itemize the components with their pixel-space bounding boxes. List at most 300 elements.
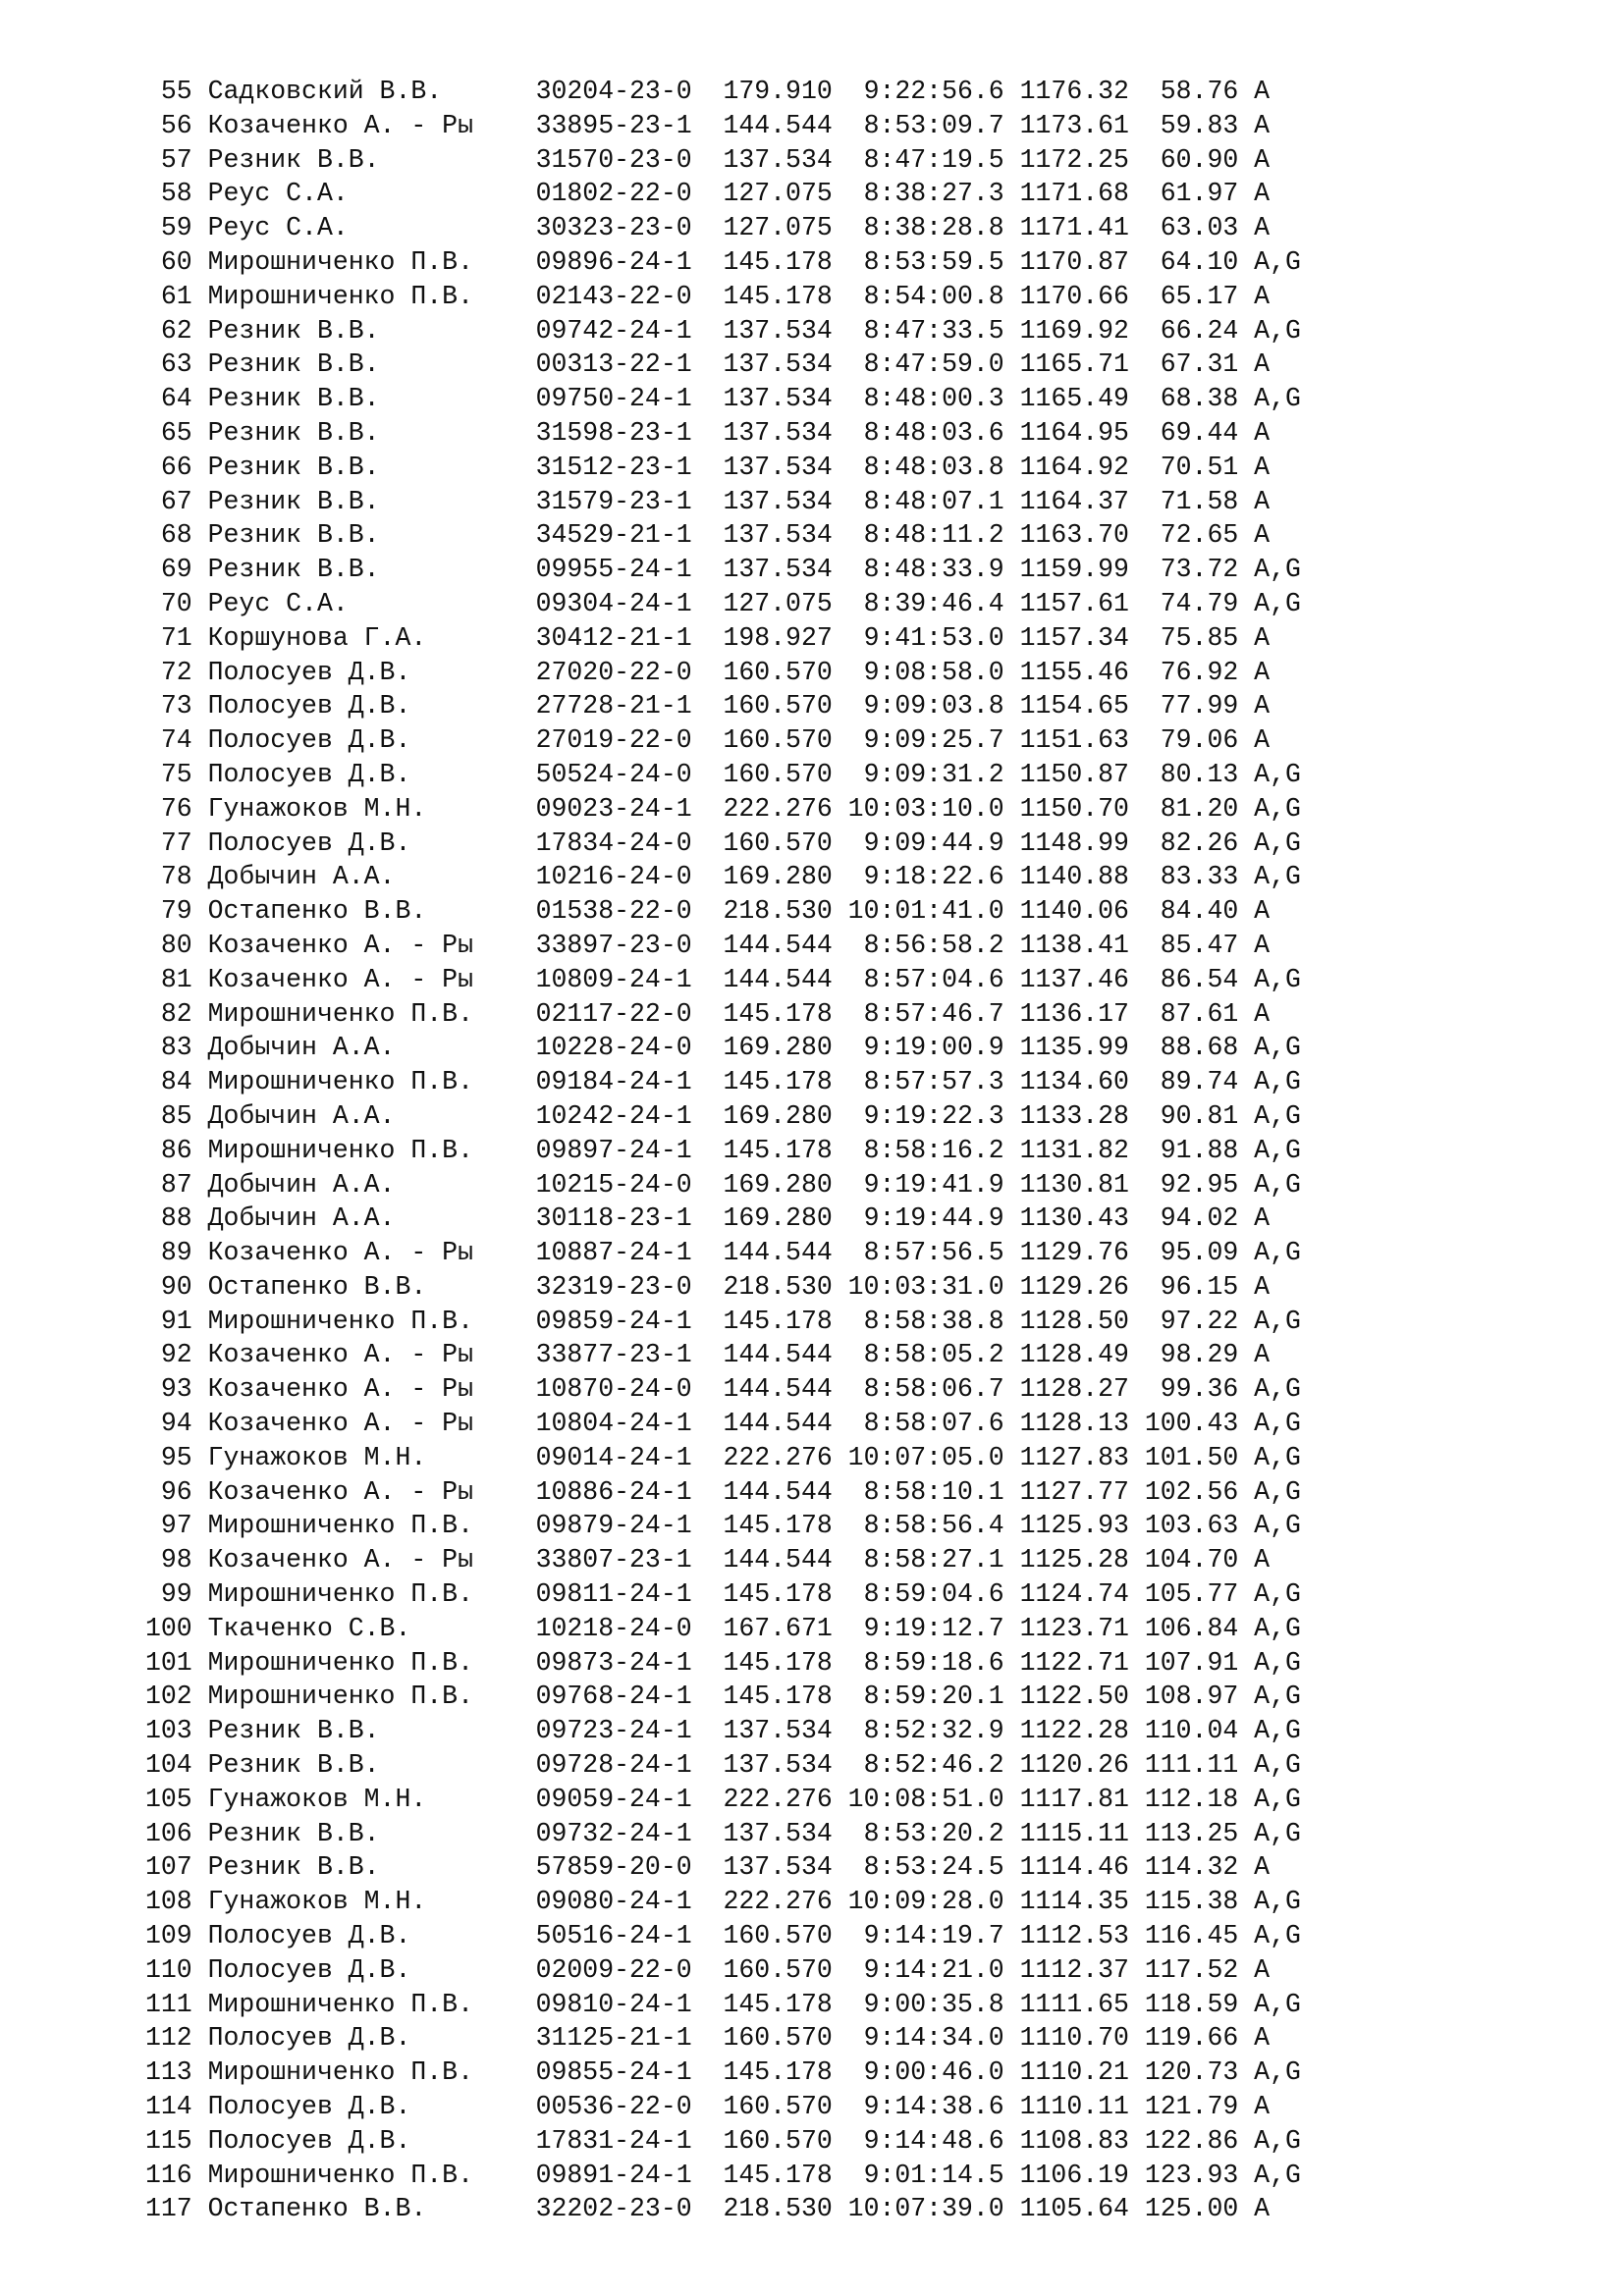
place-number: 75	[145, 759, 208, 789]
place-number: 64	[145, 384, 208, 414]
arrival-time: 8:58:38.8	[847, 1306, 1020, 1336]
flags-value: A,G	[1254, 1613, 1301, 1643]
arrival-time: 8:48:03.6	[847, 417, 1020, 448]
fancier-name: Мирошниченко П.В.	[207, 1682, 536, 1712]
fancier-name: Остапенко В.В.	[207, 1271, 536, 1302]
distance-km: 144.544	[723, 1238, 848, 1268]
fancier-name: Добычин А.А.	[207, 1100, 536, 1131]
ring-number: 27019-22-0	[535, 725, 724, 756]
speed-value: 1127.83	[1019, 1442, 1145, 1472]
arrival-time: 8:53:24.5	[847, 1852, 1020, 1883]
speed-value: 1164.92	[1019, 452, 1145, 482]
arrival-time: 9:09:03.8	[847, 691, 1020, 721]
arrival-time: 9:41:53.0	[847, 622, 1020, 653]
speed-value: 1172.25	[1019, 144, 1145, 175]
place-number: 116	[145, 2160, 208, 2190]
points-value: 122.86	[1144, 2125, 1255, 2156]
result-row	[145, 689, 1301, 723]
distance-km: 160.570	[723, 657, 848, 687]
ring-number: 09080-24-1	[535, 1887, 724, 1917]
ring-number: 30118-23-1	[535, 1203, 724, 1234]
speed-value: 1128.49	[1019, 1340, 1145, 1370]
ring-number: 10216-24-0	[535, 862, 724, 892]
result-row	[145, 1612, 1301, 1646]
arrival-time: 9:19:22.3	[847, 1100, 1020, 1131]
result-row	[145, 1543, 1301, 1577]
place-number: 99	[145, 1579, 208, 1610]
result-row	[145, 1065, 1301, 1099]
ring-number: 10887-24-1	[535, 1238, 724, 1268]
points-value: 118.59	[1144, 1989, 1255, 2019]
result-row	[145, 1850, 1301, 1885]
points-value: 96.15	[1144, 1271, 1255, 1302]
points-value: 114.32	[1144, 1852, 1255, 1883]
ring-number: 09859-24-1	[535, 1306, 724, 1336]
distance-km: 144.544	[723, 1476, 848, 1507]
points-value: 117.52	[1144, 1954, 1255, 1985]
place-number: 73	[145, 691, 208, 721]
arrival-time: 8:58:06.7	[847, 1374, 1020, 1405]
arrival-time: 8:58:16.2	[847, 1135, 1020, 1165]
speed-value: 1114.35	[1019, 1887, 1145, 1917]
place-number: 56	[145, 110, 208, 140]
speed-value: 1106.19	[1019, 2160, 1145, 2190]
ring-number: 02009-22-0	[535, 1954, 724, 1985]
place-number: 83	[145, 1033, 208, 1063]
result-row	[145, 1338, 1301, 1372]
ring-number: 00536-22-0	[535, 2092, 724, 2122]
distance-km: 127.075	[723, 588, 848, 618]
arrival-time: 8:58:56.4	[847, 1511, 1020, 1541]
result-row	[145, 2021, 1301, 2056]
arrival-time: 10:07:05.0	[847, 1442, 1020, 1472]
flags-value: A,G	[1254, 1306, 1301, 1336]
ring-number: 09723-24-1	[535, 1716, 724, 1746]
fancier-name: Добычин А.А.	[207, 1033, 536, 1063]
points-value: 59.83	[1144, 110, 1255, 140]
points-value: 80.13	[1144, 759, 1255, 789]
result-row	[145, 1885, 1301, 1919]
place-number: 108	[145, 1887, 208, 1917]
distance-km: 144.544	[723, 964, 848, 994]
points-value: 84.40	[1144, 896, 1255, 927]
ring-number: 09855-24-1	[535, 2057, 724, 2088]
speed-value: 1151.63	[1019, 725, 1145, 756]
speed-value: 1122.71	[1019, 1647, 1145, 1678]
flags-value: A,G	[1254, 1511, 1301, 1541]
place-number: 72	[145, 657, 208, 687]
ring-number: 31570-23-0	[535, 144, 724, 175]
points-value: 67.31	[1144, 349, 1255, 380]
flags-value: A,G	[1254, 759, 1301, 789]
flags-value: A,G	[1254, 1682, 1301, 1712]
flags-value: A	[1254, 144, 1271, 175]
result-row	[145, 723, 1301, 758]
speed-value: 1130.43	[1019, 1203, 1145, 1234]
flags-value: A,G	[1254, 555, 1301, 585]
speed-value: 1171.41	[1019, 213, 1145, 243]
ring-number: 33807-23-1	[535, 1545, 724, 1575]
points-value: 119.66	[1144, 2023, 1255, 2054]
speed-value: 1131.82	[1019, 1135, 1145, 1165]
points-value: 82.26	[1144, 828, 1255, 858]
fancier-name: Добычин А.А.	[207, 1203, 536, 1234]
ring-number: 10870-24-0	[535, 1374, 724, 1405]
distance-km: 137.534	[723, 1818, 848, 1848]
place-number: 113	[145, 2057, 208, 2088]
result-row	[145, 587, 1301, 621]
ring-number: 17831-24-1	[535, 2125, 724, 2156]
place-number: 79	[145, 896, 208, 927]
flags-value: A,G	[1254, 1169, 1301, 1200]
fancier-name: Козаченко А. - Ры	[207, 1238, 536, 1268]
ring-number: 09810-24-1	[535, 1989, 724, 2019]
points-value: 72.65	[1144, 520, 1255, 551]
arrival-time: 10:03:10.0	[847, 793, 1020, 824]
arrival-time: 8:57:57.3	[847, 1067, 1020, 1097]
fancier-name: Резник В.В.	[207, 1716, 536, 1746]
speed-value: 1112.37	[1019, 1954, 1145, 1985]
place-number: 103	[145, 1716, 208, 1746]
ring-number: 17834-24-0	[535, 828, 724, 858]
place-number: 91	[145, 1306, 208, 1336]
arrival-time: 9:19:44.9	[847, 1203, 1020, 1234]
arrival-time: 10:08:51.0	[847, 1784, 1020, 1814]
place-number: 109	[145, 1921, 208, 1951]
arrival-time: 8:59:04.6	[847, 1579, 1020, 1610]
fancier-name: Мирошниченко П.В.	[207, 1579, 536, 1610]
result-row	[145, 656, 1301, 690]
speed-value: 1133.28	[1019, 1100, 1145, 1131]
distance-km: 137.534	[723, 555, 848, 585]
fancier-name: Добычин А.А.	[207, 1169, 536, 1200]
distance-km: 137.534	[723, 417, 848, 448]
arrival-time: 8:48:07.1	[847, 486, 1020, 516]
speed-value: 1125.93	[1019, 1511, 1145, 1541]
fancier-name: Полосуев Д.В.	[207, 2092, 536, 2122]
points-value: 111.11	[1144, 1750, 1255, 1781]
ring-number: 10242-24-1	[535, 1100, 724, 1131]
place-number: 93	[145, 1374, 208, 1405]
place-number: 55	[145, 77, 208, 106]
flags-value: A	[1254, 1954, 1271, 1985]
fancier-name: Козаченко А. - Ры	[207, 110, 536, 140]
distance-km: 137.534	[723, 315, 848, 346]
arrival-time: 8:58:05.2	[847, 1340, 1020, 1370]
flags-value: A	[1254, 896, 1271, 927]
arrival-time: 8:52:46.2	[847, 1750, 1020, 1781]
arrival-time: 9:14:34.0	[847, 2023, 1020, 2054]
place-number: 100	[145, 1613, 208, 1643]
speed-value: 1170.66	[1019, 281, 1145, 311]
distance-km: 160.570	[723, 691, 848, 721]
points-value: 61.97	[1144, 179, 1255, 209]
fancier-name: Гунажоков М.Н.	[207, 1887, 536, 1917]
arrival-time: 9:09:25.7	[847, 725, 1020, 756]
result-row	[145, 1475, 1301, 1510]
fancier-name: Козаченко А. - Ры	[207, 1545, 536, 1575]
points-value: 98.29	[1144, 1340, 1255, 1370]
distance-km: 137.534	[723, 1750, 848, 1781]
distance-km: 127.075	[723, 179, 848, 209]
flags-value: A,G	[1254, 1067, 1301, 1097]
flags-value: A,G	[1254, 246, 1301, 277]
arrival-time: 8:59:18.6	[847, 1647, 1020, 1678]
flags-value: A	[1254, 520, 1271, 551]
speed-value: 1136.17	[1019, 998, 1145, 1029]
points-value: 70.51	[1144, 452, 1255, 482]
points-value: 103.63	[1144, 1511, 1255, 1541]
place-number: 112	[145, 2023, 208, 2054]
result-row	[145, 894, 1301, 929]
arrival-time: 8:48:00.3	[847, 384, 1020, 414]
points-value: 85.47	[1144, 930, 1255, 960]
distance-km: 160.570	[723, 828, 848, 858]
result-row	[145, 1099, 1301, 1134]
ring-number: 09728-24-1	[535, 1750, 724, 1781]
arrival-time: 9:01:14.5	[847, 2160, 1020, 2190]
distance-km: 145.178	[723, 1306, 848, 1336]
fancier-name: Резник В.В.	[207, 144, 536, 175]
arrival-time: 8:58:07.6	[847, 1409, 1020, 1439]
speed-value: 1164.37	[1019, 486, 1145, 516]
speed-value: 1128.13	[1019, 1409, 1145, 1439]
speed-value: 1122.50	[1019, 1682, 1145, 1712]
flags-value: A,G	[1254, 588, 1301, 618]
result-row	[145, 382, 1301, 416]
place-number: 105	[145, 1784, 208, 1814]
place-number: 69	[145, 555, 208, 585]
arrival-time: 9:22:56.6	[847, 77, 1020, 106]
speed-value: 1110.70	[1019, 2023, 1145, 2054]
ring-number: 50516-24-1	[535, 1921, 724, 1951]
result-row	[145, 553, 1301, 587]
fancier-name: Ткаченко С.В.	[207, 1613, 536, 1643]
flags-value: A,G	[1254, 315, 1301, 346]
result-row	[145, 997, 1301, 1032]
flags-value: A	[1254, 1203, 1271, 1234]
points-value: 63.03	[1144, 213, 1255, 243]
place-number: 106	[145, 1818, 208, 1848]
flags-value: A,G	[1254, 1921, 1301, 1951]
result-row	[145, 1031, 1301, 1065]
ring-number: 09742-24-1	[535, 315, 724, 346]
speed-value: 1129.26	[1019, 1271, 1145, 1302]
flags-value: A	[1254, 1271, 1271, 1302]
distance-km: 144.544	[723, 930, 848, 960]
distance-km: 137.534	[723, 144, 848, 175]
speed-value: 1125.28	[1019, 1545, 1145, 1575]
flags-value: A,G	[1254, 1647, 1301, 1678]
arrival-time: 9:19:12.7	[847, 1613, 1020, 1643]
flags-value: A,G	[1254, 2125, 1301, 2156]
flags-value: A,G	[1254, 793, 1301, 824]
ring-number: 31598-23-1	[535, 417, 724, 448]
distance-km: 169.280	[723, 1169, 848, 1200]
distance-km: 144.544	[723, 1340, 848, 1370]
arrival-time: 10:07:39.0	[847, 2194, 1020, 2224]
distance-km: 160.570	[723, 1954, 848, 1985]
fancier-name: Реус С.А.	[207, 213, 536, 243]
arrival-time: 9:19:41.9	[847, 1169, 1020, 1200]
fancier-name: Резник В.В.	[207, 486, 536, 516]
result-row	[145, 1270, 1301, 1305]
ring-number: 33895-23-1	[535, 110, 724, 140]
place-number: 70	[145, 588, 208, 618]
flags-value: A	[1254, 691, 1271, 721]
arrival-time: 8:59:20.1	[847, 1682, 1020, 1712]
result-row	[145, 1953, 1301, 1988]
flags-value: A	[1254, 622, 1271, 653]
speed-value: 1163.70	[1019, 520, 1145, 551]
points-value: 89.74	[1144, 1067, 1255, 1097]
arrival-time: 8:57:46.7	[847, 998, 1020, 1029]
ring-number: 09955-24-1	[535, 555, 724, 585]
points-value: 123.93	[1144, 2160, 1255, 2190]
flags-value: A,G	[1254, 1442, 1301, 1472]
place-number: 59	[145, 213, 208, 243]
flags-value: A	[1254, 213, 1271, 243]
ring-number: 31125-21-1	[535, 2023, 724, 2054]
place-number: 97	[145, 1511, 208, 1541]
distance-km: 145.178	[723, 1135, 848, 1165]
result-row	[145, 1305, 1301, 1339]
ring-number: 09768-24-1	[535, 1682, 724, 1712]
fancier-name: Гунажоков М.Н.	[207, 793, 536, 824]
arrival-time: 9:09:31.2	[847, 759, 1020, 789]
speed-value: 1110.21	[1019, 2057, 1145, 2088]
distance-km: 222.276	[723, 793, 848, 824]
ring-number: 32202-23-0	[535, 2194, 724, 2224]
result-row	[145, 1134, 1301, 1168]
fancier-name: Остапенко В.В.	[207, 2194, 536, 2224]
points-value: 83.33	[1144, 862, 1255, 892]
flags-value: A	[1254, 486, 1271, 516]
distance-km: 222.276	[723, 1442, 848, 1472]
ring-number: 09891-24-1	[535, 2160, 724, 2190]
arrival-time: 8:47:33.5	[847, 315, 1020, 346]
arrival-time: 9:09:44.9	[847, 828, 1020, 858]
flags-value: A,G	[1254, 1818, 1301, 1848]
result-row	[145, 1168, 1301, 1202]
points-value: 105.77	[1144, 1579, 1255, 1610]
fancier-name: Мирошниченко П.В.	[207, 998, 536, 1029]
place-number: 77	[145, 828, 208, 858]
points-value: 112.18	[1144, 1784, 1255, 1814]
ring-number: 01538-22-0	[535, 896, 724, 927]
ring-number: 09059-24-1	[535, 1784, 724, 1814]
arrival-time: 8:53:09.7	[847, 110, 1020, 140]
fancier-name: Мирошниченко П.В.	[207, 2057, 536, 2088]
flags-value: A	[1254, 349, 1271, 380]
place-number: 87	[145, 1169, 208, 1200]
flags-value: A	[1254, 110, 1271, 140]
result-row	[145, 1714, 1301, 1748]
flags-value: A	[1254, 1852, 1271, 1883]
speed-value: 1123.71	[1019, 1613, 1145, 1643]
place-number: 114	[145, 2092, 208, 2122]
fancier-name: Козаченко А. - Ры	[207, 1374, 536, 1405]
place-number: 115	[145, 2125, 208, 2156]
flags-value: A	[1254, 417, 1271, 448]
points-value: 69.44	[1144, 417, 1255, 448]
distance-km: 137.534	[723, 452, 848, 482]
speed-value: 1110.11	[1019, 2092, 1145, 2122]
points-value: 86.54	[1144, 964, 1255, 994]
speed-value: 1157.34	[1019, 622, 1145, 653]
flags-value: A	[1254, 77, 1271, 106]
result-row	[145, 2056, 1301, 2090]
result-row	[145, 245, 1301, 280]
arrival-time: 8:57:56.5	[847, 1238, 1020, 1268]
result-row	[145, 75, 1301, 109]
points-value: 64.10	[1144, 246, 1255, 277]
points-value: 106.84	[1144, 1613, 1255, 1643]
arrival-time: 10:09:28.0	[847, 1887, 1020, 1917]
flags-value: A,G	[1254, 384, 1301, 414]
ring-number: 32319-23-0	[535, 1271, 724, 1302]
fancier-name: Козаченко А. - Ры	[207, 1409, 536, 1439]
result-row	[145, 314, 1301, 348]
result-row	[145, 1577, 1301, 1612]
place-number: 81	[145, 964, 208, 994]
flags-value: A,G	[1254, 1476, 1301, 1507]
fancier-name: Полосуев Д.В.	[207, 657, 536, 687]
place-number: 110	[145, 1954, 208, 1985]
result-row	[145, 929, 1301, 963]
flags-value: A,G	[1254, 1135, 1301, 1165]
ring-number: 00313-22-1	[535, 349, 724, 380]
fancier-name: Резник В.В.	[207, 1750, 536, 1781]
ring-number: 09896-24-1	[535, 246, 724, 277]
distance-km: 127.075	[723, 213, 848, 243]
result-row	[145, 518, 1301, 553]
arrival-time: 9:14:48.6	[847, 2125, 1020, 2156]
points-value: 73.72	[1144, 555, 1255, 585]
flags-value: A	[1254, 998, 1271, 1029]
distance-km: 198.927	[723, 622, 848, 653]
result-row	[145, 347, 1301, 382]
ring-number: 33897-23-0	[535, 930, 724, 960]
result-row	[145, 2124, 1301, 2159]
points-value: 60.90	[1144, 144, 1255, 175]
speed-value: 1127.77	[1019, 1476, 1145, 1507]
fancier-name: Полосуев Д.В.	[207, 691, 536, 721]
place-number: 104	[145, 1750, 208, 1781]
flags-value: A,G	[1254, 1784, 1301, 1814]
place-number: 63	[145, 349, 208, 380]
distance-km: 145.178	[723, 998, 848, 1029]
fancier-name: Реус С.А.	[207, 588, 536, 618]
arrival-time: 9:00:46.0	[847, 2057, 1020, 2088]
points-value: 116.45	[1144, 1921, 1255, 1951]
flags-value: A	[1254, 1545, 1271, 1575]
fancier-name: Мирошниченко П.В.	[207, 281, 536, 311]
distance-km: 137.534	[723, 486, 848, 516]
fancier-name: Резник В.В.	[207, 1818, 536, 1848]
arrival-time: 9:00:35.8	[847, 1989, 1020, 2019]
speed-value: 1164.95	[1019, 417, 1145, 448]
points-value: 107.91	[1144, 1647, 1255, 1678]
place-number: 86	[145, 1135, 208, 1165]
fancier-name: Полосуев Д.В.	[207, 759, 536, 789]
distance-km: 137.534	[723, 520, 848, 551]
arrival-time: 8:48:11.2	[847, 520, 1020, 551]
fancier-name: Резник В.В.	[207, 349, 536, 380]
distance-km: 145.178	[723, 2160, 848, 2190]
points-value: 113.25	[1144, 1818, 1255, 1848]
result-row	[145, 1783, 1301, 1817]
